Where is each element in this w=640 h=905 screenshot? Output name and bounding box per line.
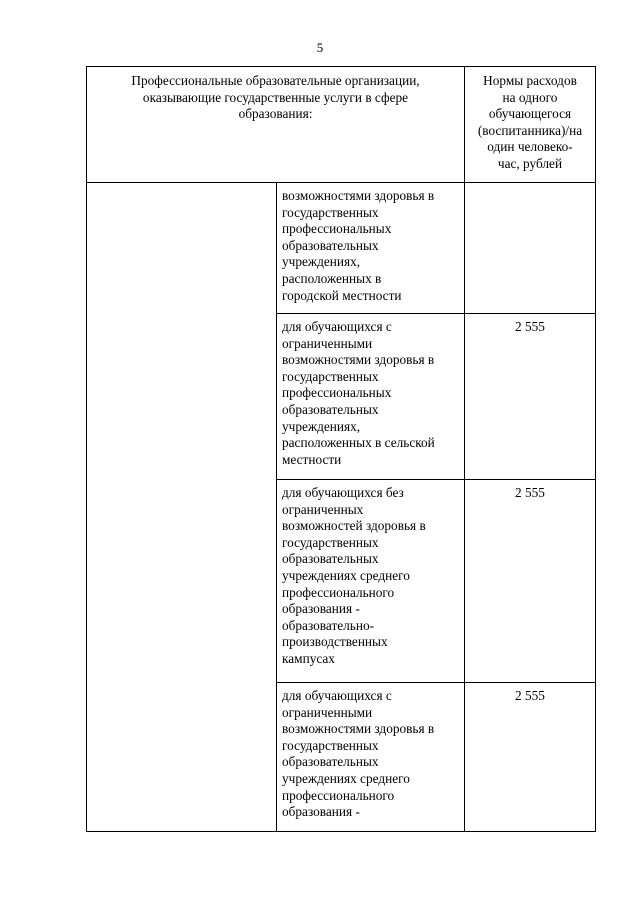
norm-value-cell bbox=[465, 314, 596, 480]
category-cell bbox=[277, 683, 465, 832]
header-norms-cell bbox=[465, 67, 596, 183]
norm-value: 2 555 bbox=[515, 319, 545, 334]
category-text: возможностями здоровья в государственных профессиональных образовательных учреждениях, расположенных в городской местности bbox=[282, 188, 435, 303]
organization-name-cell bbox=[87, 183, 277, 832]
norm-value-cell bbox=[465, 683, 596, 832]
page-number: 5 bbox=[316, 40, 324, 55]
table-header-row bbox=[87, 67, 596, 183]
norm-value: 2 555 bbox=[515, 688, 545, 703]
category-text: для обучающихся без ограниченных возможностей здоровья в государственных образовательных учреждениях среднего профессионального образования - образовательно- производственных кампусах bbox=[282, 485, 426, 666]
header-norms-label: Нормы расходов на одного обучающегося (воспитанника)/на один человеко- час, рублей bbox=[477, 73, 583, 171]
header-organizations-cell bbox=[87, 67, 465, 183]
header-organizations-label: Профессиональные образовательные организации, оказывающие государственные услуги в сфере образования: bbox=[131, 73, 420, 122]
table-row bbox=[87, 183, 596, 314]
category-text: для обучающихся с ограниченными возможностями здоровья в государственных профессиональных образовательных учреждениях, расположенных в сельской местности bbox=[282, 319, 435, 467]
norm-value-cell bbox=[465, 480, 596, 683]
category-cell bbox=[277, 183, 465, 314]
category-cell bbox=[277, 314, 465, 480]
norms-table bbox=[86, 66, 596, 832]
category-text: для обучающихся с ограниченными возможностями здоровья в государственных образовательных учреждениях среднего профессионального образования - bbox=[282, 688, 435, 820]
norm-value-cell bbox=[465, 183, 596, 314]
norm-value: 2 555 bbox=[515, 485, 545, 500]
category-cell bbox=[277, 480, 465, 683]
